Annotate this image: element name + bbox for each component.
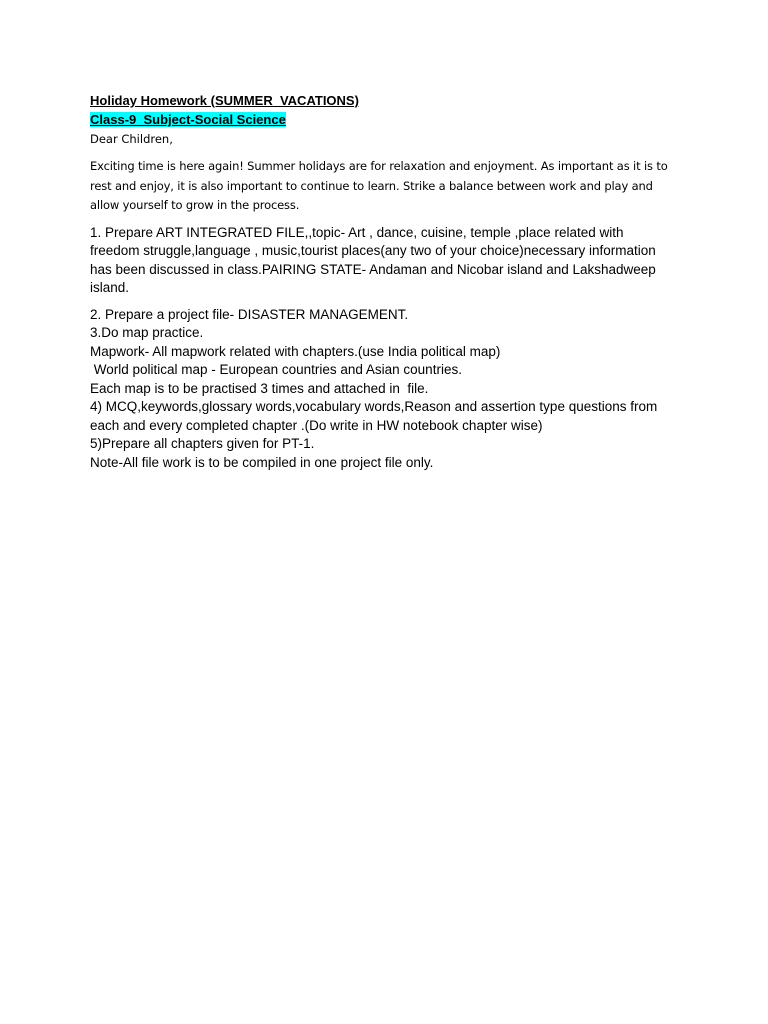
item-4-line: 4) MCQ,keywords,glossary words,vocabulary words,Reason and assertion type questions from	[90, 399, 658, 414]
document-content	[90, 92, 690, 472]
note-line: Note-All file work is to be compiled in one project file only.	[90, 454, 434, 470]
intro-paragraph: Exciting time is here again! Summer holidays are for relaxation and enjoyment. As important as it is to rest and enjoy, it is also important to continue to learn. Strike a balance between work and play and allow yourself to grow in the process.	[90, 159, 668, 212]
item-1-block	[90, 224, 690, 298]
document-title: Holiday Homework (SUMMER VACATIONS)	[90, 93, 359, 108]
world-map-line: World political map - European countries and Asian countries.	[90, 362, 462, 377]
greeting: Dear Children,	[90, 132, 173, 146]
item-2-line: 2. Prepare a project file- DISASTER MANAGEMENT.	[90, 306, 409, 322]
item-1-line: freedom struggle,language , music,tourist places(any two of your choice)necessary information	[90, 243, 656, 258]
item-1-line: has been discussed in class.PAIRING STATE- Andaman and Nicobar island and Lakshadweep	[90, 261, 656, 277]
map-practice-line: Each map is to be practised 3 times and attached in file.	[90, 380, 429, 396]
mapwork-line: Mapwork- All mapwork related with chapters.(use India political map)	[90, 343, 501, 359]
item-1-line: 1. Prepare ART INTEGRATED FILE,,topic- Art , dance, cuisine, temple ,place related with	[90, 224, 624, 240]
document-subtitle	[90, 110, 690, 129]
item-1-line: island.	[90, 280, 130, 295]
item-5-line: 5)Prepare all chapters given for PT-1.	[90, 436, 315, 451]
item-4-line: each and every completed chapter .(Do write in HW notebook chapter wise)	[90, 417, 543, 433]
items-block	[90, 306, 690, 473]
subtitle-highlight: Class-9 Subject-Social Science	[90, 112, 286, 127]
item-3-line: 3.Do map practice.	[90, 325, 204, 340]
